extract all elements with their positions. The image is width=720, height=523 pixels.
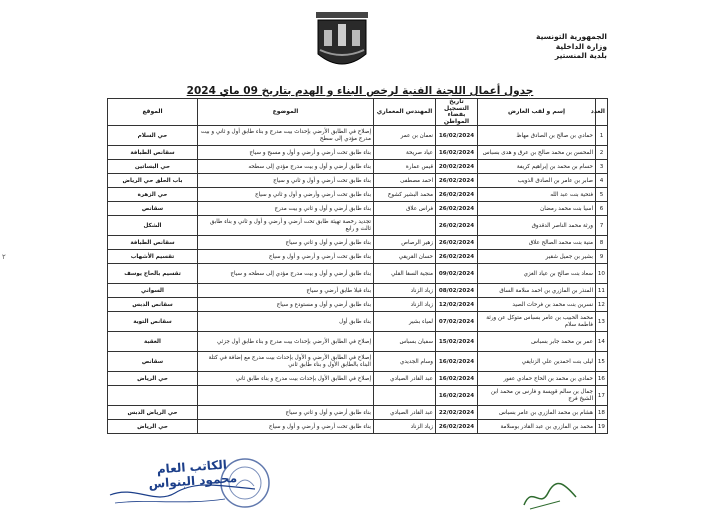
row-number: 10 — [596, 264, 608, 284]
architect-name: زياد الزناد — [374, 298, 436, 312]
request-subject: بناء طابق أرضي و أول و مستودع و سياج — [198, 298, 374, 312]
chairman-signature — [520, 475, 580, 515]
request-subject: إصلاح في الطابق الأرضي بإحداث بيت مدرج و بناء طابق أول و ثاني و بيت مدرج مؤدي إلى سطح — [198, 126, 374, 146]
municipality-logo — [312, 10, 372, 74]
site-location: حي السلام — [108, 126, 198, 146]
architect-name: منجية السقا القلي — [374, 264, 436, 284]
request-subject: بناء طابق أرضي و أول و ثاني و بيت مدرج — [198, 202, 374, 216]
header-location: الموقع — [108, 99, 198, 126]
table-row — [108, 216, 608, 236]
site-location: حي الرياض — [108, 420, 198, 434]
site-location: سقانص الطبافة — [108, 236, 198, 250]
architect-name: زياد الزناد — [374, 420, 436, 434]
applicant-name: المنذر بن المازري بن احمد سلامة الساق — [478, 284, 596, 298]
applicant-name: حمادي بن صالح بن الصادق مهاظ — [478, 126, 596, 146]
registration-date: 07/02/2024 — [436, 312, 478, 332]
site-location: باب الحلق حي الرياض — [108, 174, 198, 188]
architect-name: نعمان بن عمر — [374, 126, 436, 146]
request-subject: بناء قبلا طابق أرضي و سياج — [198, 284, 374, 298]
site-location: تقسيم الأشهاب — [108, 250, 198, 264]
registration-date: 26/02/2024 — [436, 236, 478, 250]
registration-date: 20/02/2024 — [436, 160, 478, 174]
site-location: تقسيم بالحاج يوسف — [108, 264, 198, 284]
row-number: 6 — [596, 202, 608, 216]
architect-name: وسام الجديدي — [374, 352, 436, 372]
architect-name: فراس علاق — [374, 202, 436, 216]
applicant-name: محمد الحبيب بن عامر بسباس متوكل عن ورثة فاطمة سلام — [478, 312, 596, 332]
header-municipality: بلدية المنستير — [554, 51, 607, 60]
table-row — [108, 312, 608, 332]
registration-date: 26/02/2024 — [436, 420, 478, 434]
row-number: 7 — [596, 216, 608, 236]
registration-date: 26/02/2024 — [436, 250, 478, 264]
request-subject: إصلاح في الطابق الأول بإحداث بيت مدرج و بناء طابق ثاني — [198, 372, 374, 386]
architect-name: لمياء بشير — [374, 312, 436, 332]
table-row — [108, 174, 608, 188]
site-location: العقبة — [108, 332, 198, 352]
architect-name: زياد الزناد — [374, 284, 436, 298]
site-location: سقانص الطبافة — [108, 146, 198, 160]
header-applicant-name: إسم و لقب العارض — [478, 99, 596, 126]
registration-date: 26/02/2024 — [436, 188, 478, 202]
architect-name — [374, 386, 436, 406]
table-row — [108, 406, 608, 420]
site-location: حي البساتين — [108, 160, 198, 174]
table-row — [108, 160, 608, 174]
table-row — [108, 202, 608, 216]
architect-name: حسان القريقي — [374, 250, 436, 264]
site-location: حي الزهرة — [108, 188, 198, 202]
request-subject: بناء طابق تحت أرضي و أرضي و أول و سياج — [198, 250, 374, 264]
applicant-name: فتحية بنت عبد الله — [478, 188, 596, 202]
architect-name: عياد صريحة — [374, 146, 436, 160]
row-number: 1 — [596, 126, 608, 146]
site-location: سقانص التوبة — [108, 312, 198, 332]
applicant-name: جمال بن سالم قويسة و فارس بن محمد ابن الشيخ فرج — [478, 386, 596, 406]
registration-date: 16/02/2024 — [436, 126, 478, 146]
request-subject: بناء طابق أرضي و أول و بيت مدرج مؤدي إلى سطحه و سياج — [198, 264, 374, 284]
registration-date: 12/02/2024 — [436, 298, 478, 312]
applicant-name: المحسن بن محمد صالح بن عرق و هدى بسباس — [478, 146, 596, 160]
applicant-name: بشير بن جميل شقير — [478, 250, 596, 264]
applicant-name: ورثة محمد الناصر الدقدوق — [478, 216, 596, 236]
architect-name: زهير الرصاص — [374, 236, 436, 250]
architect-name: سفيان بسباس — [374, 332, 436, 352]
table-row — [108, 250, 608, 264]
row-number: 16 — [596, 372, 608, 386]
official-stamp — [218, 456, 272, 510]
site-location: حي الرياض الدبس — [108, 406, 198, 420]
site-location: السواني — [108, 284, 198, 298]
request-subject: بناء طابق تحت أرضي و أرضي و أول و سياج — [198, 420, 374, 434]
margin-mark: ٢ — [2, 253, 6, 261]
secretary-title: الكاتب العام — [156, 457, 228, 477]
table-row — [108, 298, 608, 312]
header-subject: الموضوع — [198, 99, 374, 126]
site-location: سقانص الدبس — [108, 298, 198, 312]
registration-date: 26/02/2024 — [436, 174, 478, 188]
table-row — [108, 372, 608, 386]
site-location: سقانص — [108, 202, 198, 216]
applicant-name: اسيا بنت محمد رمضان — [478, 202, 596, 216]
applications-table — [107, 98, 608, 434]
request-subject: بناء طابق تحت أرضي وأرضي و أول و ثاني و سياج — [198, 188, 374, 202]
table-row — [108, 126, 608, 146]
request-subject: تجديد رخصة تهيئة طابق تحت أرضي و أرضي و أول و ثاني و بناء طابق ثالث و رابع — [198, 216, 374, 236]
row-number: 11 — [596, 284, 608, 298]
applicant-name: ليلى بنت احمدين علي الزنايقي — [478, 352, 596, 372]
table-row — [108, 284, 608, 298]
request-subject: بناء طابق أول — [198, 312, 374, 332]
applicant-name: حمادي بن محمد بن الحاج حمادي عفور — [478, 372, 596, 386]
site-location: سقانص — [108, 352, 198, 372]
table-row — [108, 332, 608, 352]
table-row — [108, 146, 608, 160]
header-ministry: وزارة الداخلية — [555, 41, 607, 51]
header-registration-date: تاريخ التسجيل بفضاء المواطن — [436, 99, 478, 126]
architect-name — [374, 216, 436, 236]
header-architect: المهندس المعماري — [374, 99, 436, 126]
registration-date: 15/02/2024 — [436, 332, 478, 352]
applicant-name: سعاد بنت صالح بن عياد الغزي — [478, 264, 596, 284]
row-number: 4 — [596, 174, 608, 188]
request-subject: بناء طابق أرضي و أول و ثاني و سياج — [198, 236, 374, 250]
request-subject: بناء طابق تحت أرضي و أول و ثاني و سياج — [198, 174, 374, 188]
header-republic: الجمهورية التونسية — [536, 32, 607, 41]
secretary-name: محمود البنواس — [148, 470, 238, 492]
applicant-name: صابر بن عامر بن الصادق الذويب — [478, 174, 596, 188]
architect-name: محمد البشير كشوخ — [374, 188, 436, 202]
issuer-header — [536, 32, 607, 61]
table-header-row — [108, 99, 608, 126]
row-number: 3 — [596, 160, 608, 174]
site-location: الشكل — [108, 216, 198, 236]
registration-date: 16/02/2024 — [436, 146, 478, 160]
registration-date: 26/02/2024 — [436, 202, 478, 216]
request-subject: إصلاح في الطابق الأرضي بإحداث بيت مدرج و بناء طابق أول جزئي — [198, 332, 374, 352]
table-row — [108, 188, 608, 202]
row-number: 18 — [596, 406, 608, 420]
row-number: 8 — [596, 236, 608, 250]
registration-date: 22/02/2024 — [436, 406, 478, 420]
registration-date: 09/02/2024 — [436, 264, 478, 284]
row-number: 12 — [596, 298, 608, 312]
row-number: 19 — [596, 420, 608, 434]
applicant-name: منية بنت محمد الصالح علاق — [478, 236, 596, 250]
applicant-name: حسام بن محمد بن إبراهيم كريفة — [478, 160, 596, 174]
architect-name: قيس عمارة — [374, 160, 436, 174]
table-row — [108, 264, 608, 284]
table-row — [108, 420, 608, 434]
architect-name: عبد القادر الصيادي — [374, 406, 436, 420]
table-row — [108, 352, 608, 372]
row-number: 14 — [596, 332, 608, 352]
request-subject: بناء طابق تحت أرضي و أرضي و أول و مسبح و سياج — [198, 146, 374, 160]
table-row — [108, 236, 608, 250]
site-location — [108, 386, 198, 406]
request-subject: بناء طابق أرضي و أول و ثاني و سياج — [198, 406, 374, 420]
row-number: 5 — [596, 188, 608, 202]
request-subject — [198, 386, 374, 406]
header-number: العدد — [596, 99, 608, 126]
registration-date: 26/02/2024 — [436, 216, 478, 236]
request-subject: بناء طابق أرضي و أول و بيت مدرج مؤدي إلى سطحه — [198, 160, 374, 174]
applicant-name: هشام بن محمد المازري بن عامر بسباس — [478, 406, 596, 420]
applicant-name: محمد بن المازري بن عبد القادر بوسلامة — [478, 420, 596, 434]
registration-date: 16/02/2024 — [436, 372, 478, 386]
registration-date: 16/02/2024 — [436, 352, 478, 372]
row-number: 15 — [596, 352, 608, 372]
site-location: حي الرياض — [108, 372, 198, 386]
row-number: 17 — [596, 386, 608, 406]
architect-name: احمد مصطفى — [374, 174, 436, 188]
registration-date: 08/02/2024 — [436, 284, 478, 298]
request-subject: إصلاح في الطابق الأرضي و الأول بإحداث بيت مدرج مع إضافة في كتلة البناء بالطابق الأول و بناء طابق ثاني — [198, 352, 374, 372]
table-row — [108, 386, 608, 406]
document-title: جدول أعمال اللجنة الفنية لرخص البناء و الهدم بتاريخ 09 ماي 2024 — [186, 85, 534, 97]
applicant-name: نسرين بنت محمد بن فرحات الصيد — [478, 298, 596, 312]
applicant-name: عمر بن محمد جابر بسباس — [478, 332, 596, 352]
row-number: 2 — [596, 146, 608, 160]
row-number: 9 — [596, 250, 608, 264]
architect-name: عبد القادر الصيادي — [374, 372, 436, 386]
registration-date: 16/02/2024 — [436, 386, 478, 406]
row-number: 13 — [596, 312, 608, 332]
